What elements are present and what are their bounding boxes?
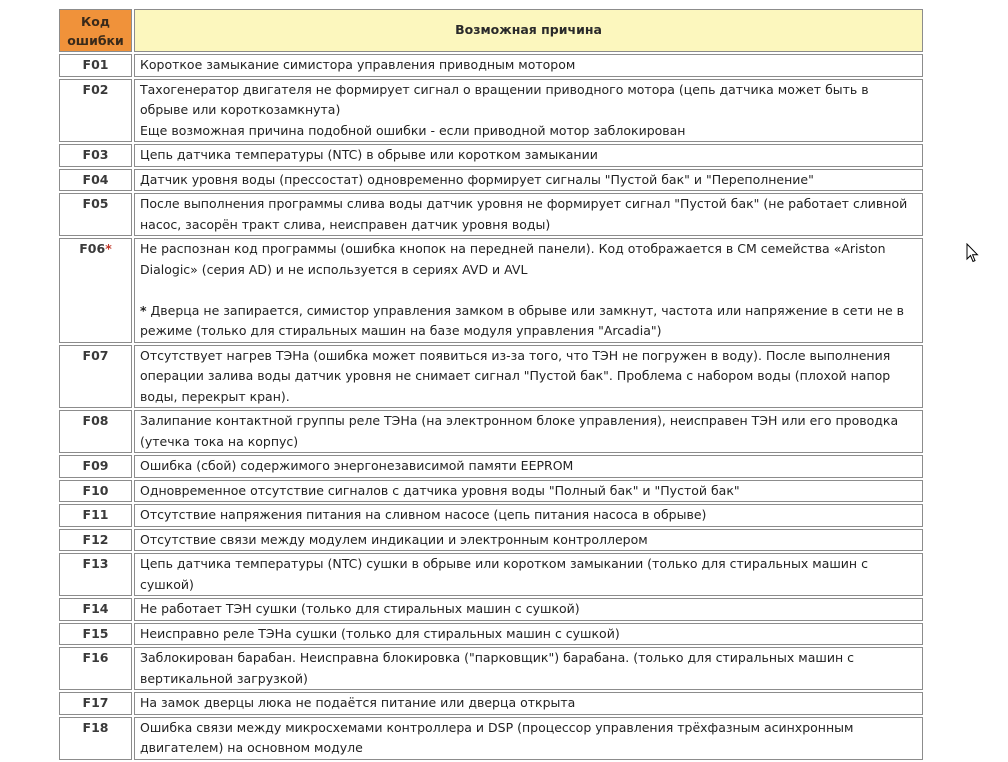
- error-code-cell: [59, 169, 132, 192]
- error-code-cell: [59, 144, 132, 167]
- error-code: F14: [82, 601, 109, 616]
- reason-cell: [134, 455, 923, 478]
- reason-cell: [134, 144, 923, 167]
- reason-text: Отсутствие напряжения питания на сливном насосе (цепь питания насоса в обрыве): [140, 507, 707, 522]
- reason-cell: [134, 504, 923, 527]
- table-row: [59, 54, 923, 77]
- error-code-cell: [59, 193, 132, 236]
- error-code-cell: [59, 79, 132, 143]
- table-row: [59, 144, 923, 167]
- reason-text: Залипание контактной группы реле ТЭНа (на электронном блоке управления), неисправен ТЭН или его проводка (утечка тока на корпус): [140, 413, 899, 449]
- error-code-cell: [59, 480, 132, 503]
- reason-text: Датчик уровня воды (прессостат) одновременно формирует сигналы "Пустой бак" и "Переполнение": [140, 171, 814, 187]
- error-code-cell: [59, 455, 132, 478]
- table-row: [59, 455, 923, 478]
- reason-text: Цепь датчика температуры (NTC) сушки в обрыве или коротком замыкании (только для стиральных машин с сушкой): [140, 556, 868, 592]
- error-code-cell: [59, 692, 132, 715]
- error-codes-table: [57, 7, 925, 762]
- reason-text: Тахогенератор двигателя не формирует сигнал о вращении приводного мотора (цепь датчика может быть в обрыве или короткозамкнута): [140, 81, 869, 117]
- error-code-cell: [59, 647, 132, 690]
- error-code-cell: [59, 529, 132, 552]
- reason-note: [140, 301, 919, 342]
- error-code: F02: [82, 81, 109, 97]
- reason-cell: [134, 54, 923, 77]
- reason-text: Неисправно реле ТЭНа сушки (только для стиральных машин с сушкой): [140, 625, 620, 641]
- error-code-cell: [59, 717, 132, 760]
- table-row: [59, 717, 923, 760]
- error-code-cell: [59, 598, 132, 621]
- error-code: F18: [82, 719, 109, 735]
- error-code: F16: [82, 650, 109, 665]
- reason-cell: [134, 623, 923, 646]
- reason-cell: [134, 169, 923, 192]
- error-code: F15: [82, 625, 109, 641]
- error-code: F01: [82, 57, 109, 72]
- table-row: [59, 504, 923, 527]
- reason-cell: [134, 529, 923, 552]
- table-row: [59, 79, 923, 143]
- table-row: [59, 553, 923, 596]
- reason-cell: [134, 692, 923, 715]
- error-code: F09: [82, 458, 109, 473]
- reason-cell: [134, 598, 923, 621]
- reason-cell: [134, 717, 923, 760]
- reason-cell: [134, 238, 923, 343]
- reason-cell: [134, 647, 923, 690]
- table-row: [59, 193, 923, 236]
- error-code: F10: [82, 482, 109, 498]
- error-code-cell: [59, 345, 132, 409]
- error-code: F04: [82, 171, 109, 187]
- reason-text: Отсутствует нагрев ТЭНа (ошибка может появиться из-за того, что ТЭН не погружен в воду). После выполнения операции залива воды датчик уровня не снимает сигнал "Пустой бак". Проблема с набором воды (плохой напор воды, перекрыт кран).: [140, 347, 891, 404]
- reason-text: Не работает ТЭН сушки (только для стиральных машин с сушкой): [140, 601, 580, 616]
- reason-cell: [134, 480, 923, 503]
- error-code-cell: [59, 504, 132, 527]
- reason-cell: [134, 553, 923, 596]
- table-header-row: [59, 9, 923, 52]
- reason-text: Короткое замыкание симистора управления приводным мотором: [140, 57, 576, 72]
- table-row: [59, 345, 923, 409]
- error-code-cell: [59, 623, 132, 646]
- error-code: F11: [82, 507, 109, 522]
- reason-cell: [134, 79, 923, 143]
- reason-text: Ошибка (сбой) содержимого энергонезависимой памяти EEPROM: [140, 458, 574, 473]
- header-reason: Возможная причина: [134, 9, 923, 52]
- mouse-pointer-icon: [966, 243, 980, 263]
- table-row: [59, 598, 923, 621]
- reason-text: На замок дверцы люка не подаётся питание или дверца открыта: [140, 695, 576, 710]
- table-row: [59, 169, 923, 192]
- table-row: [59, 238, 923, 343]
- reason-text: Не распознан код программы (ошибка кнопок на передней панели). Код отображается в СМ семейства «Ariston Dialogic» (серия AD) и не используется в сериях AVD и AVL: [140, 241, 886, 277]
- table-row: [59, 410, 923, 453]
- table-row: [59, 529, 923, 552]
- error-code-cell: [59, 54, 132, 77]
- reason-text: Одновременное отсутствие сигналов с датчика уровня воды "Полный бак" и "Пустой бак": [140, 482, 740, 498]
- reason-text: Отсутствие связи между модулем индикации и электронным контроллером: [140, 531, 648, 547]
- error-code: F17: [82, 695, 109, 710]
- header-code-line2: ошибки: [67, 32, 124, 48]
- table-row: [59, 647, 923, 690]
- error-code: F06: [79, 241, 106, 256]
- error-code: F13: [82, 556, 109, 571]
- reason-text: Еще возможная причина подобной ошибки - если приводной мотор заблокирован: [140, 122, 686, 138]
- error-code: F07: [82, 347, 109, 363]
- reason-text: Заблокирован барабан. Неисправна блокировка ("парковщик") барабана. (только для стиральных машин с вертикальной загрузкой): [140, 650, 854, 686]
- error-code: F03: [82, 147, 109, 162]
- reason-cell: [134, 410, 923, 453]
- reason-cell: [134, 193, 923, 236]
- reason-cell: [134, 345, 923, 409]
- header-code-line1: Код: [81, 13, 110, 29]
- table-row: [59, 692, 923, 715]
- asterisk-mark: *: [105, 241, 112, 256]
- table-row: [59, 480, 923, 503]
- error-code: F08: [82, 413, 109, 428]
- reason-text: Ошибка связи между микросхемами контроллера и DSP (процессор управления трёхфазным асинхронным двигателем) на основном модуле: [140, 719, 854, 755]
- table-row: [59, 623, 923, 646]
- note-text: Дверца не запирается, симистор управления замком в обрыве или замкнут, частота или напряжение в сети не в режиме (только для стиральных машин на базе модуля управления "Arcadia"): [140, 302, 905, 338]
- error-code: F12: [82, 531, 109, 547]
- reason-text: Цепь датчика температуры (NTC) в обрыве или коротком замыкании: [140, 147, 598, 162]
- note-asterisk: *: [140, 302, 147, 318]
- error-code-cell: [59, 553, 132, 596]
- header-code: [59, 9, 132, 52]
- reason-text: После выполнения программы слива воды датчик уровня не формирует сигнал "Пустой бак" (не работает сливной насос, засорён тракт слива, неисправен датчик уровня воды): [140, 196, 908, 232]
- error-code-cell: [59, 410, 132, 453]
- error-code-cell: [59, 238, 132, 343]
- error-code: F05: [82, 196, 109, 211]
